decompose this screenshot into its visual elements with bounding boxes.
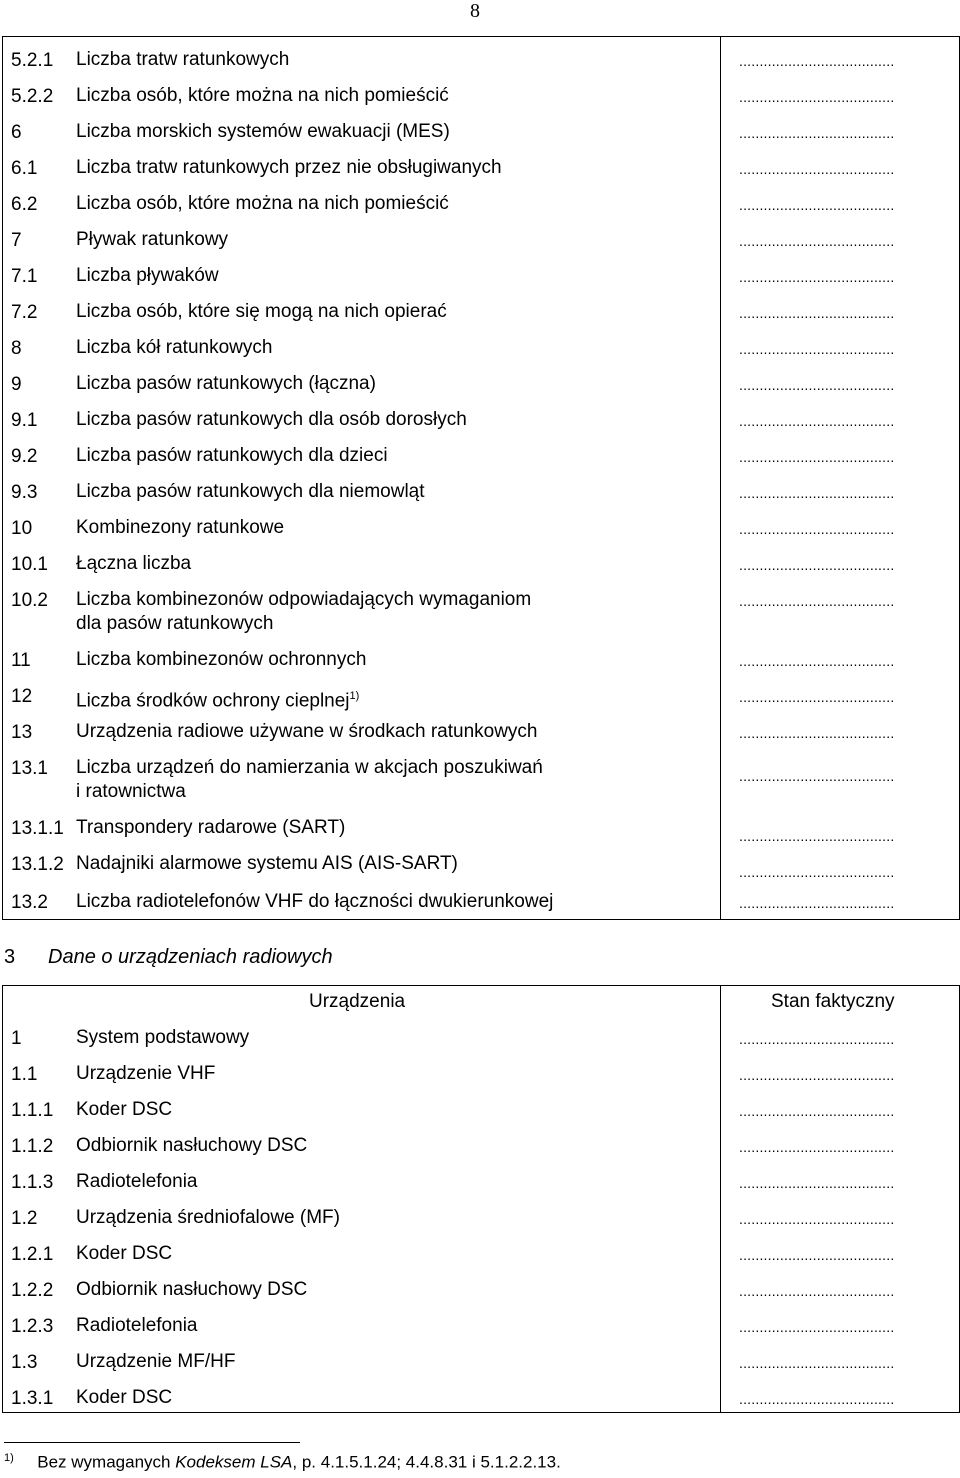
item-label-text: Liczba osób, które się mogą na nich opierać (76, 301, 447, 322)
lifesaving-appliances-table (2, 36, 960, 920)
item-label-text: Odbiornik nasłuchowy DSC (76, 1279, 308, 1300)
radio-equipment-table (2, 985, 960, 1413)
item-number: 1.2.1 (11, 1244, 54, 1265)
section-number: 3 (4, 946, 16, 968)
item-label (76, 720, 538, 744)
column-header-devices: Urządzenia (309, 991, 406, 1012)
item-number: 6 (11, 122, 22, 143)
value-field[interactable]: ...................................... (739, 828, 895, 844)
value-field[interactable]: ...................................... (739, 1211, 895, 1227)
value-field[interactable]: ...................................... (739, 689, 895, 705)
footnote-reference-mark: 1) (349, 690, 360, 702)
item-label (76, 1026, 249, 1050)
item-label-text: Urządzenia średniofalowe (MF) (76, 1207, 340, 1228)
item-label-text: Radiotelefonia (76, 1171, 198, 1192)
item-number: 9.3 (11, 482, 38, 503)
value-field[interactable]: ...................................... (739, 233, 895, 249)
item-number: 9 (11, 374, 22, 395)
item-label (76, 228, 228, 252)
footnote (4, 1452, 561, 1473)
value-field[interactable]: ...................................... (739, 53, 895, 69)
item-label (76, 264, 219, 288)
item-label-text: Liczba kół ratunkowych (76, 337, 273, 358)
item-label (76, 120, 450, 144)
value-field[interactable]: ...................................... (739, 1391, 895, 1407)
item-number: 13 (11, 722, 33, 743)
item-label-text: Liczba pasów ratunkowych dla osób dorosłych (76, 409, 467, 430)
item-label (76, 156, 502, 180)
item-number: 1.2.3 (11, 1316, 54, 1337)
value-field[interactable]: ...................................... (739, 1139, 895, 1155)
item-label (76, 890, 553, 914)
value-field[interactable]: ...................................... (739, 521, 895, 537)
item-label-text: Liczba osób, które można na nich pomieścić (76, 193, 449, 214)
item-label (76, 756, 543, 804)
value-field[interactable]: ...................................... (739, 377, 895, 393)
value-field[interactable]: ...................................... (739, 1247, 895, 1263)
value-field[interactable]: ...................................... (739, 725, 895, 741)
item-number: 5.2.1 (11, 50, 54, 71)
item-label-text: Liczba pływaków (76, 265, 219, 286)
item-label-text: Koder DSC (76, 1243, 173, 1264)
item-label-text: Urządzenie VHF (76, 1063, 216, 1084)
item-label-text: System podstawowy (76, 1027, 250, 1048)
item-number: 7 (11, 230, 22, 251)
item-number: 10.2 (11, 590, 48, 611)
item-number: 7.1 (11, 266, 38, 287)
value-field[interactable]: ...................................... (739, 1175, 895, 1191)
value-field[interactable]: ...................................... (739, 197, 895, 213)
item-number: 13.1 (11, 758, 48, 779)
value-field[interactable]: ...................................... (739, 768, 895, 784)
item-label-text: Nadajniki alarmowe systemu AIS (AIS-SART) (76, 853, 458, 874)
item-label-text: Liczba środków ochrony cieplnej (76, 690, 350, 712)
item-number: 1 (11, 1028, 22, 1049)
value-field[interactable]: ...................................... (739, 557, 895, 573)
item-number: 1.1 (11, 1064, 38, 1085)
item-label (76, 852, 458, 876)
item-number: 13.1.1 (11, 818, 64, 839)
item-label-text: Pływak ratunkowy (76, 229, 229, 250)
value-field[interactable]: ...................................... (739, 305, 895, 321)
item-label-text: Liczba kombinezonów odpowiadających wymaganiom (76, 589, 532, 610)
value-field[interactable]: ...................................... (739, 89, 895, 105)
item-label (76, 84, 449, 108)
item-label (76, 1170, 197, 1194)
item-number: 13.2 (11, 892, 48, 913)
item-label-text: Kombinezony ratunkowe (76, 517, 285, 538)
column-header-actual-status: Stan faktyczny (771, 991, 895, 1012)
footnote-reference: , p. 4.1.5.1.24; 4.4.8.31 i 5.1.2.2.13. (292, 1452, 561, 1472)
item-label-text: Liczba pasów ratunkowych (łączna) (76, 373, 376, 394)
item-label-text: Liczba kombinezonów ochronnych (76, 649, 367, 670)
value-field[interactable]: ...................................... (739, 1355, 895, 1371)
item-label-continuation: dla pasów ratunkowych (76, 613, 274, 634)
item-label (76, 1134, 307, 1158)
item-number: 1.3.1 (11, 1388, 54, 1409)
item-label-text: Łączna liczba (76, 553, 192, 574)
item-label (76, 300, 447, 324)
item-number: 1.2.2 (11, 1280, 54, 1301)
value-field[interactable]: ...................................... (739, 449, 895, 465)
item-number: 9.1 (11, 410, 38, 431)
item-label-text: Transpondery radarowe (SART) (76, 817, 346, 838)
item-label (76, 1278, 307, 1302)
item-label (76, 816, 345, 840)
item-label (76, 1062, 215, 1086)
item-label (76, 48, 289, 72)
item-number: 1.1.3 (11, 1172, 54, 1193)
item-label-text: Liczba tratw ratunkowych (76, 49, 290, 70)
page-number: 8 (470, 0, 480, 22)
item-number: 10.1 (11, 554, 48, 575)
item-label (76, 192, 449, 216)
item-label-text: Koder DSC (76, 1387, 173, 1408)
value-field[interactable]: ...................................... (739, 1067, 895, 1083)
item-label-continuation: i ratownictwa (76, 781, 186, 802)
value-field[interactable]: ...................................... (739, 1319, 895, 1335)
item-label (76, 516, 284, 540)
item-number: 6.1 (11, 158, 38, 179)
item-label (76, 444, 388, 468)
item-label (76, 588, 531, 636)
value-field[interactable]: ...................................... (739, 413, 895, 429)
value-field[interactable]: ...................................... (739, 593, 895, 609)
item-label (76, 1350, 235, 1374)
footnote-mark: 1) (4, 1452, 14, 1464)
item-number: 7.2 (11, 302, 38, 323)
item-label-text: Liczba osób, które można na nich pomieścić (76, 85, 449, 106)
footnote-code-name: Kodeksem LSA (175, 1452, 293, 1472)
item-number: 5.2.2 (11, 86, 54, 107)
footnote-text: Bez wymaganych (37, 1452, 176, 1472)
item-number: 1.1.2 (11, 1136, 54, 1157)
value-field[interactable]: ...................................... (739, 864, 895, 880)
item-number: 9.2 (11, 446, 38, 467)
item-label-text: Urządzenie MF/HF (76, 1351, 236, 1372)
value-field[interactable]: ...................................... (739, 485, 895, 501)
item-number: 10 (11, 518, 33, 539)
value-field[interactable]: ...................................... (739, 895, 895, 911)
item-label-text: Liczba morskich systemów ewakuacji (MES) (76, 121, 450, 142)
item-label (76, 552, 191, 576)
item-label-text: Liczba pasów ratunkowych dla dzieci (76, 445, 388, 466)
item-number: 11 (11, 650, 31, 671)
value-field[interactable]: ...................................... (739, 125, 895, 141)
value-field[interactable]: ...................................... (739, 341, 895, 357)
item-label (76, 1242, 172, 1266)
item-number: 8 (11, 338, 22, 359)
item-label-text: Radiotelefonia (76, 1315, 198, 1336)
item-label-text: Urządzenia radiowe używane w środkach ratunkowych (76, 721, 538, 742)
value-field[interactable]: ...................................... (739, 653, 895, 669)
table-column-divider (720, 37, 721, 919)
footnote-rule (4, 1442, 300, 1443)
item-label (76, 1386, 172, 1410)
item-label-text: Odbiornik nasłuchowy DSC (76, 1135, 308, 1156)
item-label-text: Koder DSC (76, 1099, 173, 1120)
table-column-divider (720, 986, 721, 1412)
item-number: 1.2 (11, 1208, 38, 1229)
item-number: 13.1.2 (11, 854, 64, 875)
item-label (76, 408, 467, 432)
item-label (76, 372, 376, 396)
item-number: 12 (11, 686, 33, 707)
item-label (76, 336, 272, 360)
item-label (76, 684, 359, 713)
item-label (76, 1098, 172, 1122)
item-label (76, 648, 366, 672)
value-field[interactable]: ...................................... (739, 1031, 895, 1047)
item-label (76, 1314, 197, 1338)
value-field[interactable]: ...................................... (739, 269, 895, 285)
item-label-text: Liczba urządzeń do namierzania w akcjach poszukiwań (76, 757, 543, 778)
item-label-text: Liczba pasów ratunkowych dla niemowląt (76, 481, 425, 502)
item-label-text: Liczba tratw ratunkowych przez nie obsługiwanych (76, 157, 502, 178)
item-label (76, 480, 425, 504)
value-field[interactable]: ...................................... (739, 161, 895, 177)
item-label (76, 1206, 340, 1230)
item-number: 1.1.1 (11, 1100, 54, 1121)
item-number: 6.2 (11, 194, 38, 215)
value-field[interactable]: ...................................... (739, 1103, 895, 1119)
item-number: 1.3 (11, 1352, 38, 1373)
section-title: Dane o urządzeniach radiowych (48, 946, 333, 968)
item-label-text: Liczba radiotelefonów VHF do łączności dwukierunkowej (76, 891, 554, 912)
value-field[interactable]: ...................................... (739, 1283, 895, 1299)
